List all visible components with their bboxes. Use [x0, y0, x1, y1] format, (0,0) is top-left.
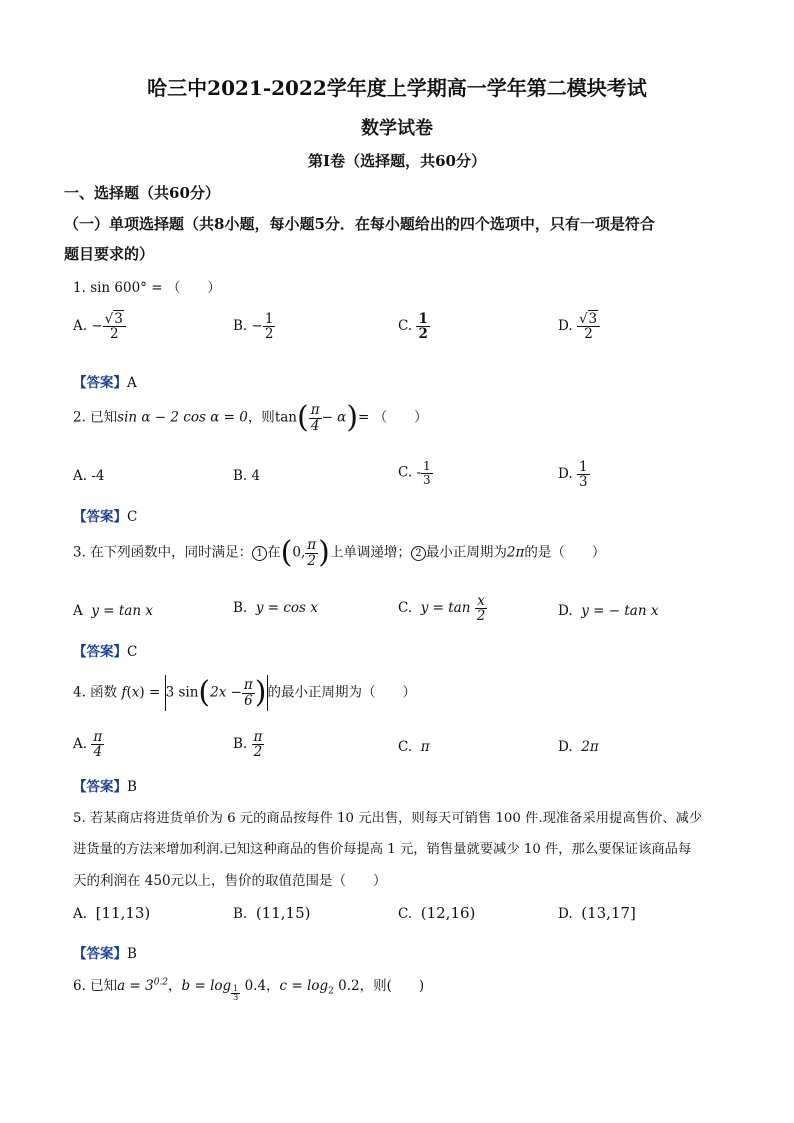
sqrt-icon: √ [578, 311, 588, 327]
q3-in: 在 [267, 544, 281, 561]
q6-a-exponent: 0.2 [153, 977, 169, 988]
option-label: B. [233, 906, 248, 922]
q6-c-expression: c = log [279, 978, 329, 994]
q3-stem [73, 535, 606, 570]
answer-value: C [127, 644, 138, 660]
paper-subtitle: 数学试卷 [361, 118, 433, 139]
left-paren: ( [280, 535, 293, 570]
answer-value: A [127, 375, 137, 391]
q2-stem [73, 400, 428, 435]
answer-tag: 【答案】 [73, 509, 127, 525]
q2-condition: sin α − 2 cos α = 0 [117, 409, 248, 426]
q6-tail: ，则( ) [359, 978, 425, 994]
option-label: D. [558, 603, 573, 619]
q2-option-c [398, 460, 433, 486]
answer-tag: 【答案】 [73, 779, 127, 795]
option-label: C. [398, 318, 413, 335]
q4-tail: 的最小正周期为（ ） [267, 684, 417, 701]
minus-sign: − [91, 318, 103, 335]
q5-option-d [558, 904, 636, 922]
sqrt-icon: √ [104, 311, 114, 327]
q5-answer [73, 942, 137, 962]
option-label: C. [398, 600, 413, 617]
function-variable: x [131, 684, 140, 701]
q2-tan: tan [274, 409, 297, 426]
option-label: D. [558, 906, 573, 922]
answer-tag: 【答案】 [73, 946, 127, 962]
q3-option-b [233, 600, 318, 616]
instruction-line-2: 题目要求的） [64, 245, 155, 263]
instruction-line-1: （一）单项选择题（共8小题，每小题5分．在每小题给出的四个选项中，只有一项是符合 [64, 215, 655, 233]
option-label: D. [558, 466, 573, 483]
q3-answer [73, 640, 137, 660]
q4-answer [73, 775, 137, 795]
function-name: f [121, 684, 127, 701]
answer-value: B [127, 946, 137, 962]
q6-c-base: 2 [328, 986, 334, 997]
separator: ， [168, 978, 182, 994]
q3-option-c [398, 594, 487, 623]
option-label: B. [233, 318, 248, 335]
option-interval: [11,13) [95, 904, 151, 922]
q2-option-a: A. -4 [73, 468, 105, 484]
q5-line-2: 进货量的方法来增加利润.已知这种商品的售价每提高 1 元，销售量就要减少 10 件，那么要保证该商品每 [73, 842, 692, 857]
q1-option-d [558, 312, 600, 341]
q6-b-expression: b = log [181, 978, 232, 994]
q3-tail2: 的是（ ） [524, 544, 606, 561]
fraction: $\frac{1}{3}$ [578, 459, 588, 491]
option-label: B. [233, 600, 248, 616]
q3-option-a [73, 603, 153, 619]
fraction [103, 312, 126, 341]
option-label: A [73, 603, 83, 619]
circled-number-icon: 2 [411, 546, 426, 561]
q5-line-1: 5. 若某商店将进货单价为 6 元的商品按每件 10 元出售，则每天可销售 100 件.现准备采用提高售价、减少 [73, 811, 703, 826]
q2-prefix: 2. 已知 [73, 409, 118, 426]
radicand: 3 [114, 311, 123, 327]
q5-option-a [73, 904, 150, 922]
q1-expression: sin 600° = （ ） [90, 280, 221, 296]
option-expression: y = tan x [91, 603, 153, 619]
q4-option-b [233, 730, 264, 759]
q2-option-d [558, 460, 590, 489]
circled-number-icon: 1 [252, 546, 267, 561]
fraction: $\frac{√3}{2}$ [577, 312, 600, 341]
q1-number: 1. [73, 280, 86, 296]
option-expression: y = tan [420, 600, 471, 617]
q2-answer [73, 505, 137, 525]
option-expression: π [420, 739, 430, 755]
option-interval: (13,17] [581, 904, 636, 922]
q4-option-d [558, 739, 599, 755]
q4-option-c [398, 739, 430, 755]
separator: ， [266, 978, 280, 994]
option-label: C. [398, 464, 413, 481]
fraction: $\frac{x}{2}$ [476, 593, 486, 625]
fraction: $\frac{1}{2}$ [264, 311, 274, 343]
q1-option-b [233, 312, 275, 341]
q1-option-c [398, 312, 430, 341]
interval-left: 0, [292, 544, 306, 561]
option-expression: y = cos x [255, 600, 318, 616]
q5-line-3: 天的利润在 450元以上，售价的取值范围是（ ） [73, 873, 387, 889]
answer-tag: 【答案】 [73, 375, 127, 391]
q6-c-value: 0.2 [338, 978, 360, 994]
fraction: $\frac{1}{3}$ [423, 459, 431, 487]
answer-value: C [127, 509, 138, 525]
q1-option-a [73, 312, 126, 341]
denominator: 2 [109, 326, 119, 343]
option-interval: (11,15) [255, 904, 311, 922]
q6-b-value: 0.4 [244, 978, 267, 994]
q3-option-d [558, 603, 658, 619]
fraction: $\frac{\pi}{2}$ [253, 729, 263, 761]
volume-heading: 第Ⅰ卷（选择题，共60分） [308, 152, 486, 170]
section-heading: 一、选择题（共60分） [64, 184, 220, 202]
q2-tail: = （ ） [358, 409, 428, 426]
answer-tag: 【答案】 [73, 644, 127, 660]
left-paren: ( [296, 400, 309, 435]
left-paren: ( [198, 675, 211, 710]
answer-value: B [127, 779, 137, 795]
option-label: D. [558, 318, 573, 335]
fraction: $\frac{\pi}{4}$ [93, 729, 103, 761]
q3-mid: 上单调递增； [329, 544, 411, 561]
q2-minus-alpha: − α [321, 409, 347, 426]
q1-stem [73, 276, 221, 296]
fraction: $\frac{\pi}{2}$ [307, 537, 317, 569]
fraction: $\frac{1}{2}$ [418, 311, 428, 343]
option-expression: 2π [581, 739, 599, 755]
option-label: C. [398, 739, 413, 755]
q2-option-b: B. 4 [233, 468, 261, 484]
option-label: A. [73, 318, 88, 335]
option-label: B. [233, 736, 248, 753]
q2-mid: ，则 [247, 409, 275, 426]
q6-a-expression: a = 3 [117, 978, 154, 994]
minus-sign: - [416, 464, 421, 481]
exam-title: 哈三中2021-2022学年度上学期高一学年第二模块考试 [147, 76, 647, 100]
q3-prefix: 3. 在下列函数中，同时满足： [73, 544, 253, 561]
q4-prefix: 4. 函数 [73, 684, 118, 701]
option-label: A. [73, 906, 88, 922]
q4-option-a [73, 730, 104, 759]
q6-prefix: 6. 已知 [73, 978, 118, 994]
q3-period: 2π [506, 544, 525, 561]
q4-stem: 4. 函数 f(x) = 3 sin(2x − $\frac{\pi}{6}$ )的最小正周期为（ ） [73, 675, 417, 710]
q1-answer [73, 371, 137, 391]
option-label: A. [73, 736, 88, 753]
equals-sign: = [148, 684, 161, 701]
option-expression: y = − tan x [581, 603, 659, 619]
inner-expression: 3 sin [165, 684, 199, 701]
fraction: $\frac{\pi}{4}$ [310, 402, 320, 434]
q3-tail1: 最小正周期为 [425, 544, 507, 561]
q6-stem [73, 974, 424, 1002]
right-paren: ) [346, 400, 359, 435]
q6-b-base: $\frac{1}{3}$ [233, 983, 239, 1002]
right-paren: ) [318, 535, 330, 570]
option-label: C. [398, 906, 413, 922]
option-interval: (12,16) [420, 904, 476, 922]
minus-sign: − [251, 318, 263, 335]
right-paren: ) [254, 675, 267, 710]
inner-argument: 2x − [210, 684, 242, 701]
fraction: $\frac{\pi}{6}$ [243, 677, 253, 709]
option-label: D. [558, 739, 573, 755]
q5-option-b [233, 904, 310, 922]
q5-option-c [398, 904, 475, 922]
